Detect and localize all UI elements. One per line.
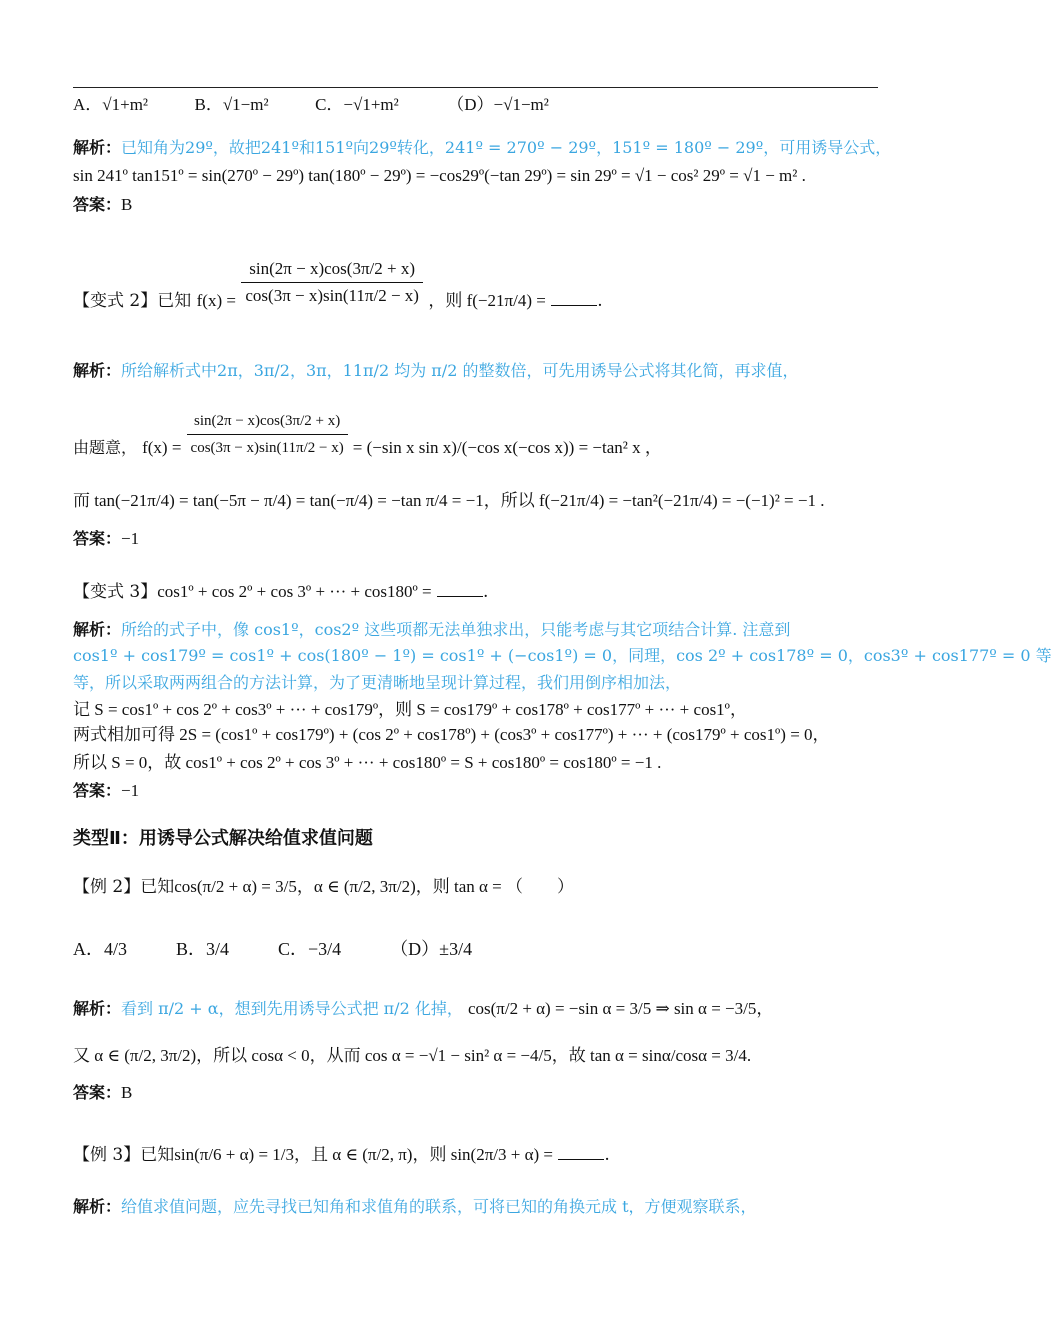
derivation-denominator: cos(3π − x)sin(11π/2 − x) — [190, 440, 344, 456]
analysis-text: 给值求值问题，应先寻找已知角和求值角的联系，可将已知的角换元成 t，方便观察联系， — [121, 1197, 757, 1216]
analysis-eq: cos(π/2 + α) = −sin α = 3/5 ⇒ sin α = −3/5， — [467, 999, 774, 1018]
answer-label: 答案： — [73, 1083, 122, 1102]
var2-line3: 而 tan(−21π/4) = tan(−5π − π/4) = tan(−π/4) = −tan π/4 = −1，所以 f(−21π/4) = −tan²(−21π/4) = −(−1)² = −1 . — [73, 491, 825, 510]
choice-d: （D）±3/4 — [390, 939, 473, 959]
var2-fraction — [241, 258, 423, 307]
var3-line5: 两式相加可得 2S = (cos1º + cos179º) + (cos 2º + cos178º) + (cos3º + cos177º) + ··· + (cos179º + cos1º) = 0， — [73, 725, 830, 744]
var2-blank — [551, 289, 597, 306]
ex2-title: 【例 2】已知 — [73, 877, 175, 897]
derivation-prefix: 由题意， — [73, 438, 138, 457]
choice-b: B．√1−m² — [194, 95, 269, 114]
q1-analysis — [73, 137, 891, 159]
var2-title: 【变式 2】已知 — [73, 291, 192, 311]
answer-value: B — [121, 195, 133, 214]
analysis-text: 看到 π/2 + α，想到先用诱导公式把 π/2 化掉， — [121, 999, 463, 1018]
ex2-answer — [73, 1082, 132, 1104]
answer-label: 答案： — [73, 195, 122, 214]
top-rule — [73, 87, 878, 88]
var2-analysis — [73, 360, 798, 382]
analysis-text: 已知角为29º，故把241º和151º向29º转化，241º = 270º − 29º，151º = 180º − 29º，可用诱导公式， — [121, 138, 892, 157]
var3-analysis-2: cos1º + cos179º = cos1º + cos(180º − 1º) = cos1º + (−cos1º) = 0，同理，cos 2º + cos178º = 0，cos3º + cos177º = 0 等 — [73, 646, 1052, 665]
var2-question: 【变式 2】已知 f(x) = $\frac{\sin(2\pi - x)\cos(3\pi/2 + x)}{\cos(3\pi - x)\sin(11\pi/2 - x)}$ ，则 f(−21π/4) = . — [73, 259, 603, 311]
var2-ask: ，则 f(−21π/4) = — [428, 291, 546, 310]
var3-line4: 记 S = cos1º + cos 2º + cos3º + ··· + cos179º，则 S = cos179º + cos178º + cos177º + ··· + cos1º， — [73, 700, 747, 719]
q1-equation: sin 241º tan151º = sin(270º − 29º) tan(180º − 29º) = −cos29º(−tan 29º) = sin 29º = √1 − cos² 29º = √1 − m² . — [73, 166, 806, 185]
choice-c: C．−√1+m² — [315, 95, 399, 114]
analysis-label: 解析： — [73, 361, 122, 380]
analysis-label: 解析： — [73, 1197, 122, 1216]
ex3-given: sin(π/6 + α) = 1/3，且 α ∈ (π/2, π)，则 sin(2π/3 + α) = — [174, 1145, 554, 1164]
section-heading: 类型Ⅱ：用诱导公式解决给值求值问题 — [73, 828, 373, 849]
var2-fx: f(x) = — [196, 291, 236, 310]
var3-expr: cos1º + cos 2º + cos 3º + ··· + cos180º = — [157, 582, 432, 601]
var2-denominator: cos(3π − x)sin(11π/2 − x) — [245, 286, 419, 305]
derivation-result: = (−sin x sin x)/(−cos x(−cos x)) = −tan² x ， — [352, 438, 662, 457]
ex3-title: 【例 3】已知 — [73, 1145, 175, 1165]
ex3-blank — [558, 1143, 604, 1160]
answer-value: B — [121, 1083, 133, 1102]
ex2-line2: 又 α ∈ (π/2, 3π/2)，所以 cosα < 0，从而 cos α = −√1 − sin² α = −4/5，故 tan α = sinα/cosα = 3/4. — [73, 1046, 752, 1065]
ex3-question: 【例 3】已知sin(π/6 + α) = 1/3，且 α ∈ (π/2, π)，则 sin(2π/3 + α) = . — [73, 1145, 610, 1165]
var2-derivation: 由题意， f(x) = $\frac{\sin(2\pi - x)\cos(3\pi/2 + x)}{\cos(3\pi - x)\sin(11\pi/2 - x)}$ = (−sin x sin x)/(−cos x(−cos x)) = −tan² x ， — [73, 410, 662, 459]
q1-choices — [73, 94, 549, 116]
var3-analysis-3: 等，所以采取两两组合的方法计算，为了更清晰地呈现计算过程，我们用倒序相加法， — [73, 673, 682, 692]
analysis-text: 所给解析式中2π，3π/2，3π，11π/2 均为 π/2 的整数倍，可先用诱导公式将其化简，再求值， — [121, 361, 799, 380]
analysis-text: 所给的式子中，像 cos1º，cos2º 这些项都无法单独求出，只能考虑与其它项结合计算. 注意到 — [121, 620, 791, 639]
var2-answer — [73, 528, 139, 550]
choice-b: B．3/4 — [176, 939, 230, 959]
ex2-analysis — [73, 998, 773, 1020]
answer-label: 答案： — [73, 529, 122, 548]
derivation-numerator: sin(2π − x)cos(3π/2 + x) — [187, 410, 348, 435]
ex2-given: cos(π/2 + α) = 3/5，α ∈ (π/2, 3π/2)，则 tan α = （ ） — [174, 877, 575, 896]
choice-a: A．4/3 — [73, 939, 127, 959]
analysis-label: 解析： — [73, 999, 122, 1018]
choice-d: （D）−√1−m² — [447, 95, 549, 114]
var3-line6: 所以 S = 0，故 cos1º + cos 2º + cos 3º + ··· + cos180º = S + cos180º = cos180º = −1 . — [73, 753, 662, 772]
q1-answer — [73, 194, 132, 216]
var3-analysis-1 — [73, 619, 790, 641]
ex2-question — [73, 876, 574, 898]
var3-blank — [437, 580, 483, 597]
derivation-fraction — [187, 410, 348, 459]
ex2-choices — [73, 938, 472, 960]
var3-title: 【变式 3】 — [73, 582, 158, 602]
ex3-analysis — [73, 1196, 757, 1218]
var2-numerator: sin(2π − x)cos(3π/2 + x) — [241, 258, 423, 283]
analysis-label: 解析： — [73, 620, 122, 639]
analysis-label: 解析： — [73, 138, 122, 157]
var3-answer — [73, 780, 139, 802]
choice-c: C．−3/4 — [278, 939, 342, 959]
answer-label: 答案： — [73, 781, 122, 800]
choice-a: A．√1+m² — [73, 95, 149, 114]
answer-value: −1 — [121, 529, 140, 548]
var3-question: 【变式 3】cos1º + cos 2º + cos 3º + ··· + cos180º = . — [73, 582, 489, 602]
answer-value: −1 — [121, 781, 140, 800]
